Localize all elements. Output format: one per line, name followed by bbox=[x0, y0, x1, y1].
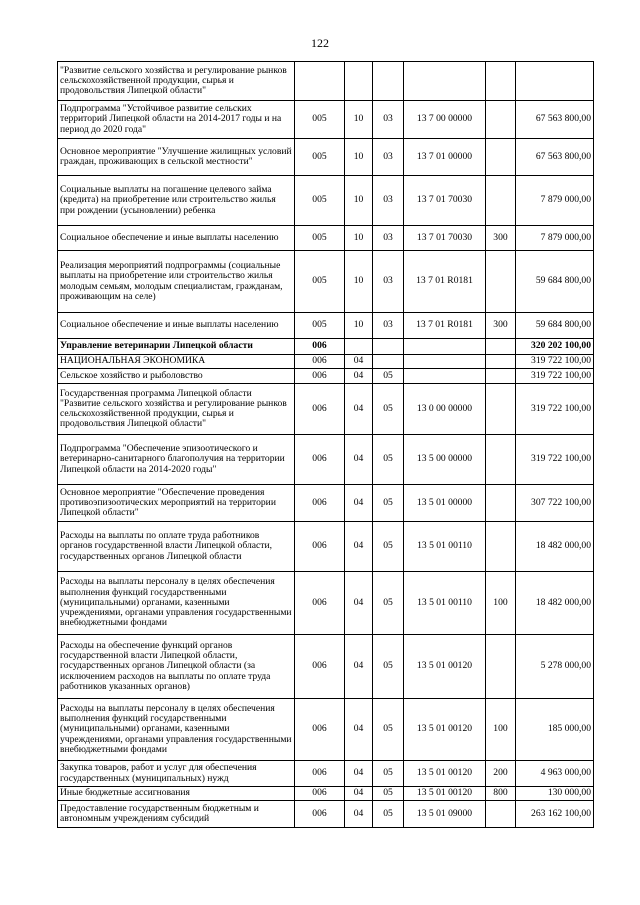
row-name: Государственная программа Липецкой области "Развитие сельского хозяйства и регулирование рынков сельскохозяйственной продукции, сырья и продовольствия Липецкой области" bbox=[58, 384, 295, 435]
row-section: 10 bbox=[345, 251, 373, 313]
row-amount: 59 684 800,00 bbox=[516, 313, 594, 339]
row-grbs bbox=[295, 62, 345, 101]
row-expense-type: 100 bbox=[486, 699, 516, 761]
row-grbs: 006 bbox=[295, 339, 345, 355]
row-grbs: 005 bbox=[295, 176, 345, 226]
row-subsection: 05 bbox=[373, 369, 404, 384]
row-subsection: 05 bbox=[373, 572, 404, 635]
row-target-article: 13 0 00 00000 bbox=[404, 384, 486, 435]
table-row bbox=[58, 384, 594, 435]
table-row bbox=[58, 635, 594, 699]
table-row bbox=[58, 761, 594, 787]
row-target-article: 13 5 01 00110 bbox=[404, 522, 486, 572]
row-grbs: 005 bbox=[295, 139, 345, 176]
row-amount: 130 000,00 bbox=[516, 787, 594, 801]
row-target-article bbox=[404, 62, 486, 101]
row-expense-type bbox=[486, 522, 516, 572]
table-row bbox=[58, 139, 594, 176]
row-amount: 18 482 000,00 bbox=[516, 522, 594, 572]
row-section: 04 bbox=[345, 699, 373, 761]
row-amount: 7 879 000,00 bbox=[516, 176, 594, 226]
row-name: Социальное обеспечение и иные выплаты населению bbox=[58, 313, 295, 339]
row-grbs: 006 bbox=[295, 801, 345, 828]
row-target-article bbox=[404, 369, 486, 384]
row-name: Расходы на выплаты персоналу в целях обеспечения выполнения функций государственными (муниципальными) органами, казенными учреждениями, органами управления государственными внебюджетными фондами bbox=[58, 572, 295, 635]
row-section: 04 bbox=[345, 572, 373, 635]
row-amount: 4 963 000,00 bbox=[516, 761, 594, 787]
row-grbs: 006 bbox=[295, 435, 345, 485]
row-target-article: 13 5 01 00120 bbox=[404, 787, 486, 801]
row-name: Иные бюджетные ассигнования bbox=[58, 787, 295, 801]
row-section: 04 bbox=[345, 522, 373, 572]
row-name: Основное мероприятие "Улучшение жилищных условий граждан, проживающих в сельской местности" bbox=[58, 139, 295, 176]
row-grbs: 006 bbox=[295, 635, 345, 699]
row-section: 04 bbox=[345, 761, 373, 787]
row-section: 04 bbox=[345, 801, 373, 828]
row-expense-type bbox=[486, 355, 516, 369]
row-subsection: 05 bbox=[373, 699, 404, 761]
row-section bbox=[345, 62, 373, 101]
row-subsection: 05 bbox=[373, 801, 404, 828]
row-amount: 18 482 000,00 bbox=[516, 572, 594, 635]
row-target-article: 13 5 01 00120 bbox=[404, 635, 486, 699]
row-target-article bbox=[404, 355, 486, 369]
row-amount: 307 722 100,00 bbox=[516, 485, 594, 522]
table-row bbox=[58, 339, 594, 355]
row-name: Расходы на выплаты по оплате труда работников органов государственной власти Липецкой области, государственных органов Липецкой области bbox=[58, 522, 295, 572]
table-row bbox=[58, 355, 594, 369]
row-target-article bbox=[404, 339, 486, 355]
row-expense-type bbox=[486, 384, 516, 435]
row-name: Расходы на выплаты персоналу в целях обеспечения выполнения функций государственными (муниципальными) органами, казенными учреждениями, органами управления государственными внебюджетными фондами bbox=[58, 699, 295, 761]
row-expense-type bbox=[486, 101, 516, 139]
row-grbs: 006 bbox=[295, 369, 345, 384]
row-grbs: 006 bbox=[295, 699, 345, 761]
row-expense-type bbox=[486, 369, 516, 384]
row-target-article: 13 5 01 00110 bbox=[404, 572, 486, 635]
budget-table bbox=[57, 61, 594, 828]
row-section: 04 bbox=[345, 435, 373, 485]
table-row bbox=[58, 787, 594, 801]
row-expense-type bbox=[486, 176, 516, 226]
row-target-article: 13 5 01 09000 bbox=[404, 801, 486, 828]
row-section: 04 bbox=[345, 384, 373, 435]
row-grbs: 006 bbox=[295, 787, 345, 801]
row-section: 10 bbox=[345, 226, 373, 251]
row-subsection bbox=[373, 62, 404, 101]
row-expense-type bbox=[486, 339, 516, 355]
row-name: Управление ветеринарии Липецкой области bbox=[58, 339, 295, 355]
row-grbs: 006 bbox=[295, 384, 345, 435]
row-amount: 319 722 100,00 bbox=[516, 384, 594, 435]
row-section: 04 bbox=[345, 485, 373, 522]
table-row bbox=[58, 572, 594, 635]
row-grbs: 005 bbox=[295, 313, 345, 339]
row-section: 04 bbox=[345, 787, 373, 801]
row-subsection: 05 bbox=[373, 635, 404, 699]
row-grbs: 005 bbox=[295, 226, 345, 251]
table-row bbox=[58, 435, 594, 485]
row-name: Предоставление государственным бюджетным и автономным учреждениям субсидий bbox=[58, 801, 295, 828]
page-number: 122 bbox=[311, 36, 329, 50]
row-grbs: 006 bbox=[295, 485, 345, 522]
row-grbs: 005 bbox=[295, 101, 345, 139]
row-subsection: 05 bbox=[373, 787, 404, 801]
table-row bbox=[58, 699, 594, 761]
row-name: Подпрограмма "Обеспечение эпизоотического и ветеринарно-санитарного благополучия на территории Липецкой области на 2014-2020 годы" bbox=[58, 435, 295, 485]
row-grbs: 006 bbox=[295, 355, 345, 369]
row-amount: 5 278 000,00 bbox=[516, 635, 594, 699]
table-row bbox=[58, 485, 594, 522]
row-amount: 59 684 800,00 bbox=[516, 251, 594, 313]
row-amount: 320 202 100,00 bbox=[516, 339, 594, 355]
row-target-article: 13 7 01 R0181 bbox=[404, 313, 486, 339]
row-section: 10 bbox=[345, 139, 373, 176]
table-row bbox=[58, 226, 594, 251]
row-subsection: 03 bbox=[373, 313, 404, 339]
budget-table-body bbox=[58, 62, 594, 828]
row-grbs: 005 bbox=[295, 251, 345, 313]
row-amount: 263 162 100,00 bbox=[516, 801, 594, 828]
row-target-article: 13 7 01 00000 bbox=[404, 139, 486, 176]
row-subsection: 03 bbox=[373, 176, 404, 226]
row-section: 04 bbox=[345, 635, 373, 699]
row-expense-type bbox=[486, 139, 516, 176]
row-expense-type: 100 bbox=[486, 572, 516, 635]
row-section: 10 bbox=[345, 176, 373, 226]
row-name: Закупка товаров, работ и услуг для обеспечения государственных (муниципальных) нужд bbox=[58, 761, 295, 787]
row-amount: 7 879 000,00 bbox=[516, 226, 594, 251]
row-subsection: 05 bbox=[373, 485, 404, 522]
row-subsection: 03 bbox=[373, 139, 404, 176]
row-name: Расходы на обеспечение функций органов государственной власти Липецкой области, государственных органов Липецкой области (за исключением расходов на выплаты по оплате труда работников указанных органов) bbox=[58, 635, 295, 699]
row-subsection bbox=[373, 339, 404, 355]
row-grbs: 006 bbox=[295, 522, 345, 572]
row-amount: 319 722 100,00 bbox=[516, 369, 594, 384]
row-amount bbox=[516, 62, 594, 101]
row-grbs: 006 bbox=[295, 572, 345, 635]
row-target-article: 13 7 01 70030 bbox=[404, 176, 486, 226]
row-expense-type bbox=[486, 801, 516, 828]
row-target-article: 13 5 01 00120 bbox=[404, 699, 486, 761]
row-amount: 185 000,00 bbox=[516, 699, 594, 761]
row-target-article: 13 5 01 00000 bbox=[404, 485, 486, 522]
row-name: Подпрограмма "Устойчивое развитие сельских территорий Липецкой области на 2014-2017 годы и на период до 2020 года" bbox=[58, 101, 295, 139]
row-subsection: 05 bbox=[373, 384, 404, 435]
row-subsection: 05 bbox=[373, 522, 404, 572]
row-section: 10 bbox=[345, 313, 373, 339]
row-subsection: 03 bbox=[373, 101, 404, 139]
row-name: "Развитие сельского хозяйства и регулирование рынков сельскохозяйственной продукции, сырья и продовольствия Липецкой области" bbox=[58, 62, 295, 101]
row-expense-type: 300 bbox=[486, 226, 516, 251]
row-subsection: 05 bbox=[373, 435, 404, 485]
row-grbs: 006 bbox=[295, 761, 345, 787]
row-expense-type: 200 bbox=[486, 761, 516, 787]
row-name: Сельское хозяйство и рыболовство bbox=[58, 369, 295, 384]
row-name: НАЦИОНАЛЬНАЯ ЭКОНОМИКА bbox=[58, 355, 295, 369]
row-expense-type: 800 bbox=[486, 787, 516, 801]
row-amount: 67 563 800,00 bbox=[516, 139, 594, 176]
row-target-article: 13 7 00 00000 bbox=[404, 101, 486, 139]
row-section bbox=[345, 339, 373, 355]
row-target-article: 13 7 01 70030 bbox=[404, 226, 486, 251]
row-target-article: 13 5 01 00120 bbox=[404, 761, 486, 787]
row-name: Основное мероприятие "Обеспечение проведения противоэпизоотических мероприятий на территории Липецкой области" bbox=[58, 485, 295, 522]
row-expense-type bbox=[486, 485, 516, 522]
row-expense-type bbox=[486, 635, 516, 699]
row-amount: 67 563 800,00 bbox=[516, 101, 594, 139]
row-name: Социальное обеспечение и иные выплаты населению bbox=[58, 226, 295, 251]
table-row bbox=[58, 251, 594, 313]
row-subsection: 03 bbox=[373, 251, 404, 313]
table-row bbox=[58, 101, 594, 139]
table-row bbox=[58, 313, 594, 339]
row-section: 04 bbox=[345, 355, 373, 369]
row-subsection: 05 bbox=[373, 761, 404, 787]
row-target-article: 13 5 00 00000 bbox=[404, 435, 486, 485]
row-amount: 319 722 100,00 bbox=[516, 355, 594, 369]
row-expense-type bbox=[486, 435, 516, 485]
row-expense-type: 300 bbox=[486, 313, 516, 339]
table-row bbox=[58, 369, 594, 384]
table-row bbox=[58, 62, 594, 101]
row-subsection: 03 bbox=[373, 226, 404, 251]
row-name: Социальные выплаты на погашение целевого займа (кредита) на приобретение или строительство жилья при рождении (усыновлении) ребенка bbox=[58, 176, 295, 226]
row-name: Реализация мероприятий подпрограммы (социальные выплаты на приобретение или строительство жилья молодым семьям, молодым специалистам, гражданам, проживающим на селе) bbox=[58, 251, 295, 313]
row-expense-type bbox=[486, 251, 516, 313]
table-row bbox=[58, 176, 594, 226]
row-subsection bbox=[373, 355, 404, 369]
row-target-article: 13 7 01 R0181 bbox=[404, 251, 486, 313]
row-section: 04 bbox=[345, 369, 373, 384]
table-row bbox=[58, 801, 594, 828]
row-section: 10 bbox=[345, 101, 373, 139]
table-row bbox=[58, 522, 594, 572]
row-expense-type bbox=[486, 62, 516, 101]
row-amount: 319 722 100,00 bbox=[516, 435, 594, 485]
